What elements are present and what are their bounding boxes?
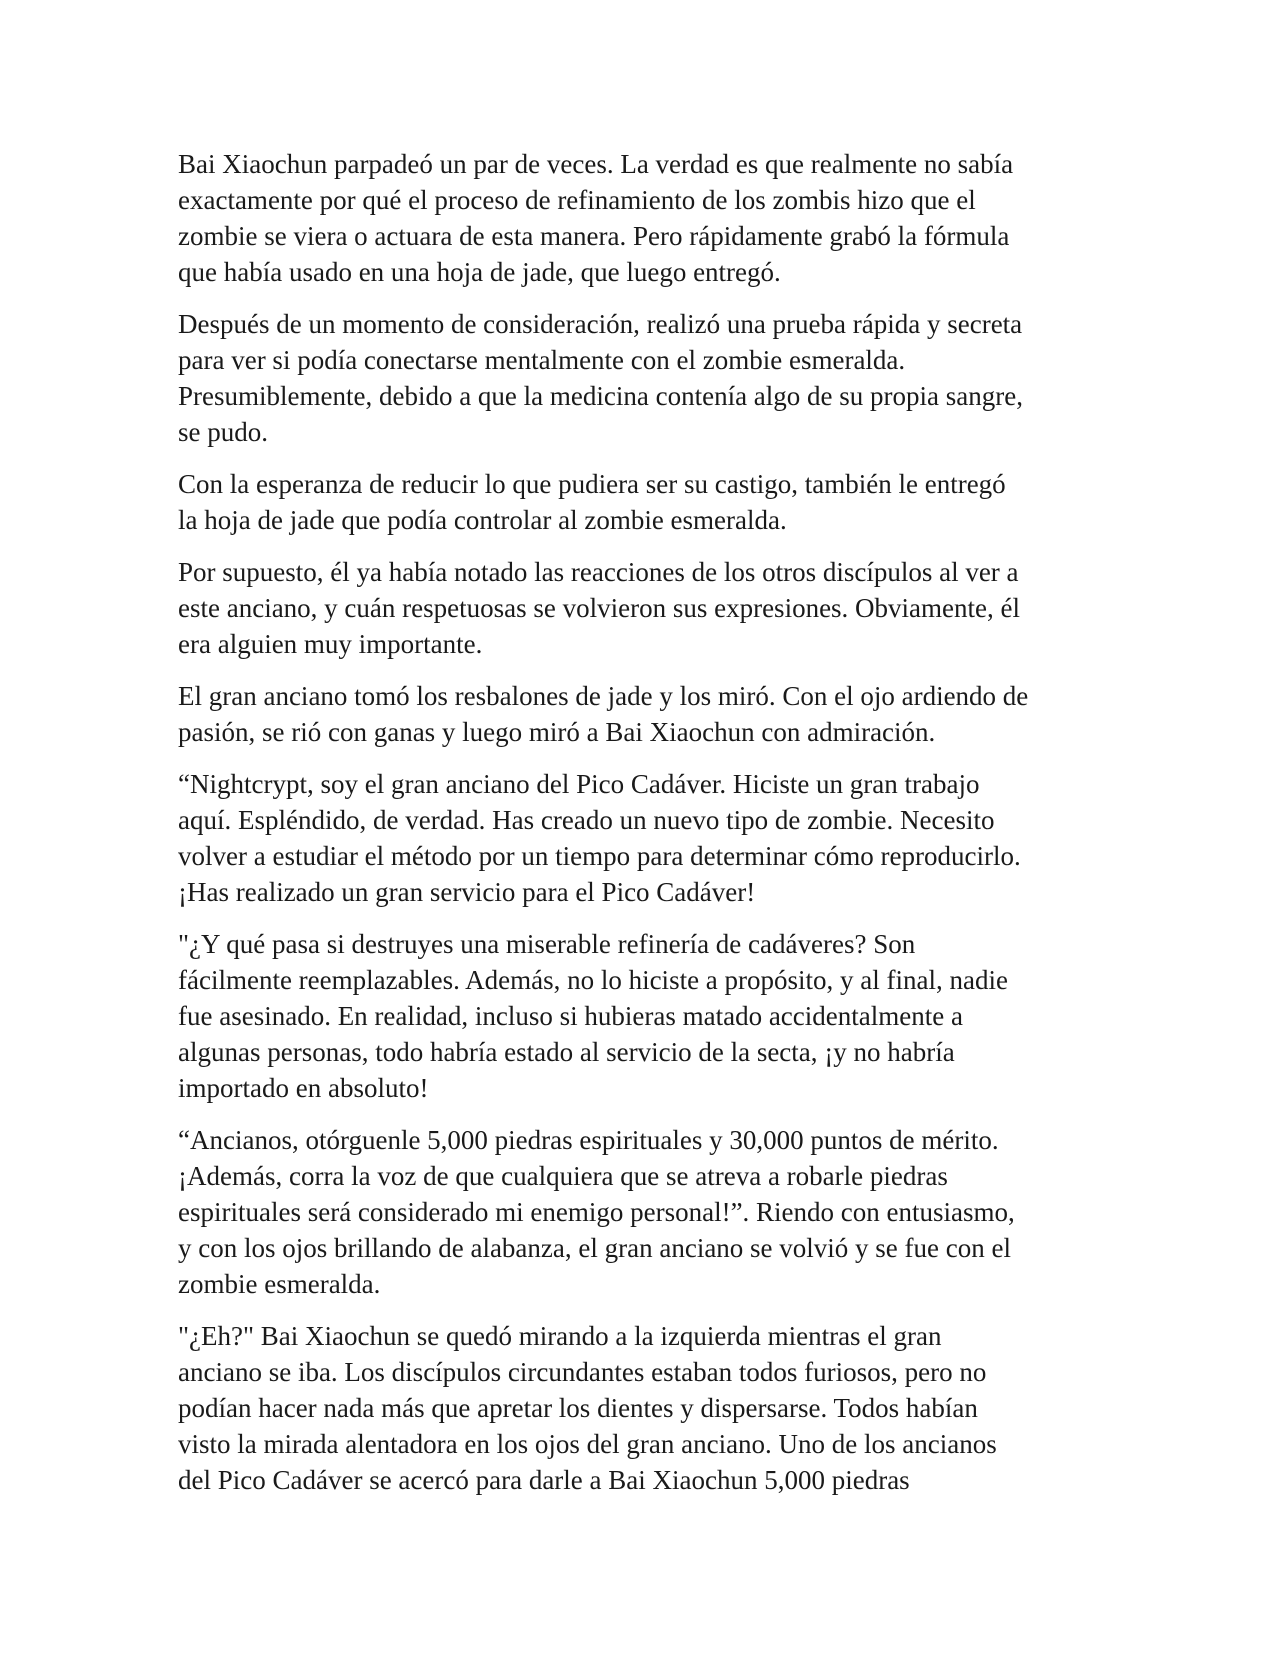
text-line: este anciano, y cuán respetuosas se volvieron sus expresiones. Obviamente, él <box>178 593 1020 623</box>
text-line: la hoja de jade que podía controlar al zombie esmeralda. <box>178 505 787 535</box>
text-line: se pudo. <box>178 417 268 447</box>
paragraph <box>178 306 1118 450</box>
text-line: zombie se viera o actuara de esta manera. Pero rápidamente grabó la fórmula <box>178 221 1010 251</box>
text-line: y con los ojos brillando de alabanza, el gran anciano se volvió y se fue con el <box>178 1233 1011 1263</box>
text-line: Por supuesto, él ya había notado las reacciones de los otros discípulos al ver a <box>178 557 1019 587</box>
text-line: algunas personas, todo habría estado al servicio de la secta, ¡y no habría <box>178 1037 955 1067</box>
text-line: pasión, se rió con ganas y luego miró a Bai Xiaochun con admiración. <box>178 717 936 747</box>
paragraph <box>178 1318 1118 1498</box>
text-line: para ver si podía conectarse mentalmente con el zombie esmeralda. <box>178 345 906 375</box>
paragraph <box>178 678 1118 750</box>
text-line: visto la mirada alentadora en los ojos del gran anciano. Uno de los ancianos <box>178 1429 997 1459</box>
text-line: ¡Además, corra la voz de que cualquiera que se atreva a robarle piedras <box>178 1161 948 1191</box>
text-line: ¡Has realizado un gran servicio para el Pico Cadáver! <box>178 877 756 907</box>
text-line: Después de un momento de consideración, realizó una prueba rápida y secreta <box>178 309 1023 339</box>
paragraph <box>178 766 1118 910</box>
paragraph <box>178 466 1118 538</box>
document-page <box>178 146 1118 1514</box>
paragraph <box>178 554 1118 662</box>
text-line: volver a estudiar el método por un tiempo para determinar cómo reproducirlo. <box>178 841 1021 871</box>
text-line: "¿Y qué pasa si destruyes una miserable refinería de cadáveres? Son <box>178 929 916 959</box>
text-line: El gran anciano tomó los resbalones de jade y los miró. Con el ojo ardiendo de <box>178 681 1029 711</box>
text-line: zombie esmeralda. <box>178 1269 381 1299</box>
text-line: que había usado en una hoja de jade, que luego entregó. <box>178 257 781 287</box>
text-line: podían hacer nada más que apretar los dientes y dispersarse. Todos habían <box>178 1393 978 1423</box>
text-line: anciano se iba. Los discípulos circundantes estaban todos furiosos, pero no <box>178 1357 987 1387</box>
paragraph <box>178 146 1118 290</box>
text-line: fácilmente reemplazables. Además, no lo hiciste a propósito, y al final, nadie <box>178 965 1008 995</box>
text-line: del Pico Cadáver se acercó para darle a Bai Xiaochun 5,000 piedras <box>178 1465 910 1495</box>
text-line: importado en absoluto! <box>178 1073 429 1103</box>
text-line: Presumiblemente, debido a que la medicina contenía algo de su propia sangre, <box>178 381 1023 411</box>
text-line: "¿Eh?" Bai Xiaochun se quedó mirando a la izquierda mientras el gran <box>178 1321 942 1351</box>
text-line: “Ancianos, otórguenle 5,000 piedras espirituales y 30,000 puntos de mérito. <box>178 1125 999 1155</box>
text-line: espirituales será considerado mi enemigo personal!”. Riendo con entusiasmo, <box>178 1197 1015 1227</box>
paragraph <box>178 926 1118 1106</box>
text-line: “Nightcrypt, soy el gran anciano del Pico Cadáver. Hiciste un gran trabajo <box>178 769 980 799</box>
text-line: exactamente por qué el proceso de refinamiento de los zombis hizo que el <box>178 185 976 215</box>
paragraph <box>178 1122 1118 1302</box>
text-line: Con la esperanza de reducir lo que pudiera ser su castigo, también le entregó <box>178 469 1006 499</box>
text-line: era alguien muy importante. <box>178 629 483 659</box>
text-line: Bai Xiaochun parpadeó un par de veces. La verdad es que realmente no sabía <box>178 149 1014 179</box>
text-line: fue asesinado. En realidad, incluso si hubieras matado accidentalmente a <box>178 1001 963 1031</box>
text-line: aquí. Espléndido, de verdad. Has creado un nuevo tipo de zombie. Necesito <box>178 805 995 835</box>
